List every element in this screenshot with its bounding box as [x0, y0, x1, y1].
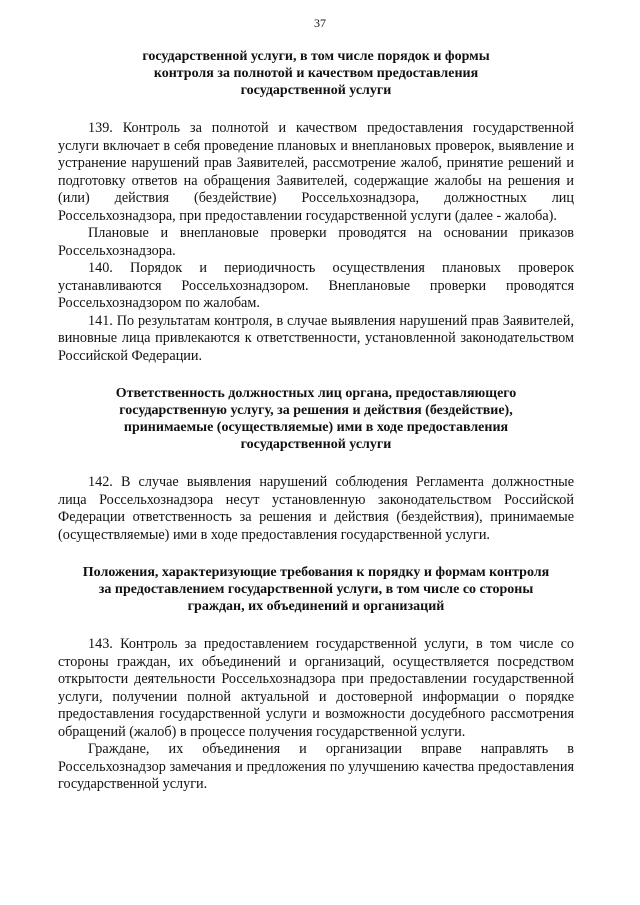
heading-line: Ответственность должностных лиц органа, предоставляющего	[115, 386, 517, 401]
heading-line: государственной услуги, в том числе порядок и формы	[142, 49, 490, 64]
document-body	[58, 48, 574, 794]
heading-line: государственной услуги	[240, 83, 392, 98]
paragraph: Граждане, их объединения и организации вправе направлять в Россельхознадзор замечания и предложения по улучшению качества предоставления государственной услуги.	[58, 741, 574, 792]
section-heading	[58, 564, 574, 615]
paragraph-143: 143. Контроль за предоставлением государственной услуги, в том числе со стороны граждан, их объединений и организаций, осуществляется посредством открытости деятельности Россельхознадзора при предоставлении государственной услуги, получении полной актуальной и достоверной информации о порядке предоставления государственной услуги и возможности досудебного рассмотрения обращений (жалоб) в процессе получения государственной услуги.	[58, 636, 574, 740]
paragraph-142: 142. В случае выявления нарушений соблюдения Регламента должностные лица Россельхознадзора несут установленную законодательством Российской Федерации ответственность за решения и действия (бездействия), принимаемые (осуществляемые) ими в ходе предоставления государственной услуги.	[58, 474, 574, 543]
page-number: 37	[314, 16, 326, 30]
heading-line: государственную услугу, за решения и действия (бездействие),	[119, 403, 513, 418]
heading-line: граждан, их объединений и организаций	[187, 599, 445, 614]
section-heading	[58, 385, 574, 453]
heading-line: Положения, характеризующие требования к порядку и формам контроля	[82, 565, 550, 580]
paragraph: Плановые и внеплановые проверки проводятся на основании приказов Россельхознадзора.	[58, 225, 574, 259]
heading-line: принимаемые (осуществляемые) ими в ходе предоставления	[123, 420, 509, 435]
heading-line: государственной услуги	[240, 437, 392, 452]
heading-line: контроля за полнотой и качеством предоставления	[153, 66, 479, 81]
section-heading	[58, 48, 574, 99]
heading-line: за предоставлением государственной услуги, в том числе со стороны	[98, 582, 534, 597]
paragraph-141: 141. По результатам контроля, в случае выявления нарушений прав Заявителей, виновные лица привлекаются к ответственности, установленной законодательством Российской Федерации.	[58, 312, 574, 364]
paragraph-140: 140. Порядок и периодичность осуществления плановых проверок устанавливаются Россельхознадзором. Внеплановые проверки проводятся Россельхознадзором по жалобам.	[58, 260, 574, 311]
paragraph-139: 139. Контроль за полнотой и качеством предоставления государственной услуги включает в себя проведение плановых и внеплановых проверок, выявление и устранение нарушений прав Заявителей, рассмотрение жалоб, принятие решений и подготовку ответов на обращения Заявителей, содержащие жалобы на решения и (или) действия (бездействие) Россельхознадзора, должностных лиц Россельхознадзора, при предоставлении государственной услуги (далее - жалоба).	[58, 120, 574, 224]
